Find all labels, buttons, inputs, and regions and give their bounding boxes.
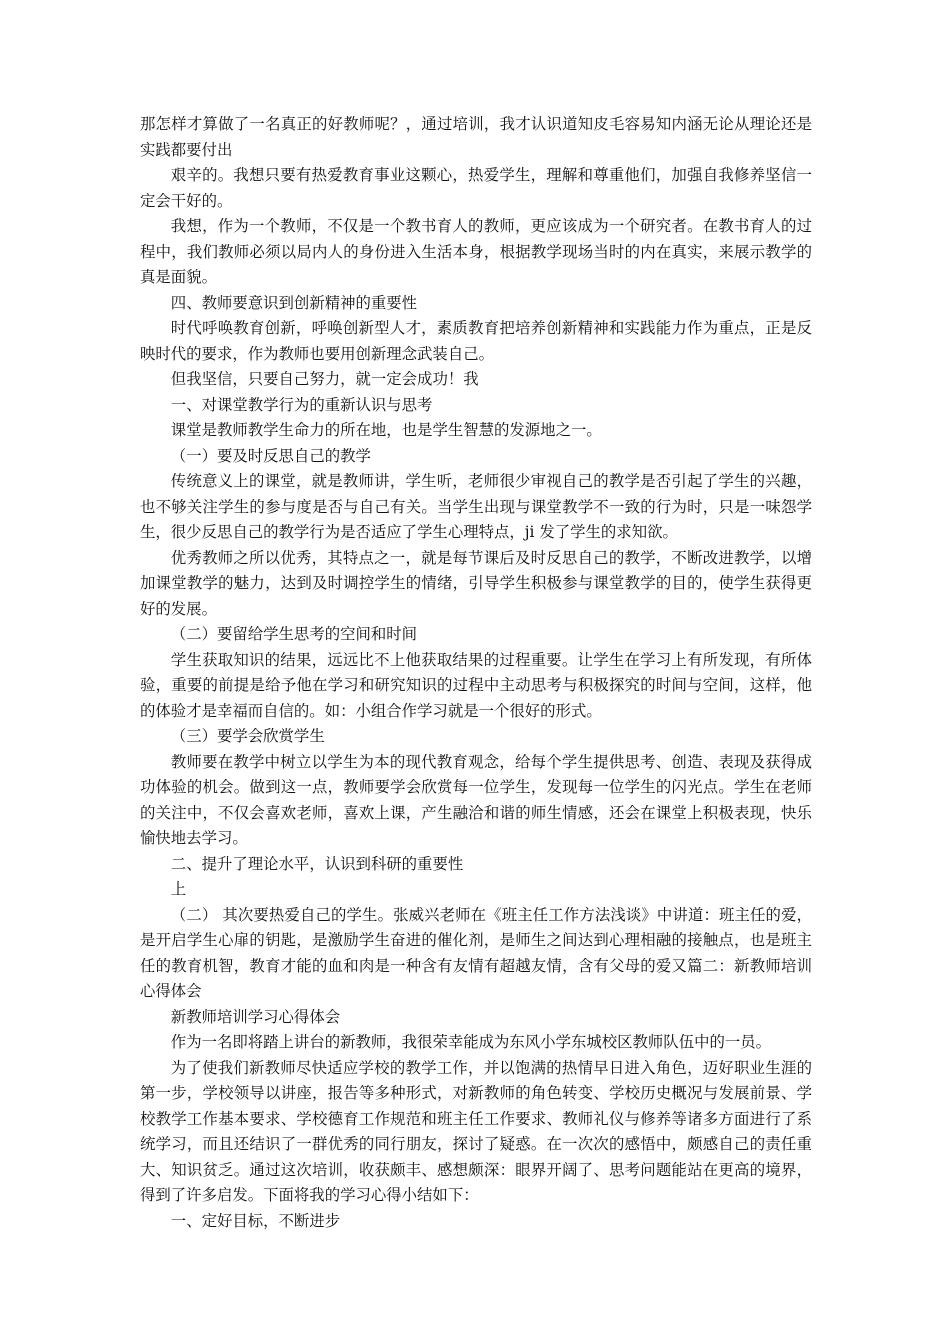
paragraph: 传统意义上的课堂，就是教师讲，学生听，老师很少审视自己的教学是否引起了学生的兴趣，也不够关注学生的参与度是否与自己有关。当学生出现与课堂教学不一致的行为时，只是一味怨学生，很少反思自己的教学行为是否适应了学生心理特点，ji 发了学生的求知欲。: [140, 472, 812, 541]
paragraph: 那怎样才算做了一名真正的好教师呢？，通过培训，我才认识道知皮毛容易知内涵无论从理论还是实践都要付出: [140, 115, 812, 159]
paragraph: （二） 其次要热爱自己的学生。张威兴老师在《班主任工作方法浅谈》中讲道：班主任的爱，是开启学生心扉的钥匙，是激励学生奋进的催化剂，是师生之间达到心理相融的接触点，也是班主任的教育机智，教育才能的血和肉是一种含有友情有超越友情，含有父母的爱又篇二：新教师培训心得体会: [140, 905, 812, 1000]
section-heading: 一、对课堂教学行为的重新认识与思考: [170, 395, 433, 414]
paragraph: 优秀教师之所以优秀，其特点之一，就是每节课后及时反思自己的教学，不断改进教学，以增加课堂教学的魅力，达到及时调控学生的情绪，引导学生积极参与课堂教学的目的，使学生获得更好的发展。: [140, 548, 812, 618]
paragraph: 时代呼唤教育创新，呼唤创新型人才，素质教育把培养创新精神和实践能力作为重点，正是反映时代的要求，作为教师也要用创新理念武装自己。: [140, 319, 812, 363]
subsection-heading: （二）要留给学生思考的空间和时间: [170, 625, 418, 643]
paragraph: 我想，作为一个教师，不仅是一个教书育人的教师，更应该成为一个研究者。在教书育人的过程中，我们教师必须以局内人的身份进入生活本身，根据教学现场当时的内在真实，来展示教学的真是面貌。: [140, 217, 812, 286]
subsection-heading: （一）要及时反思自己的教学: [170, 446, 371, 465]
paragraph: 教师要在教学中树立以学生为本的现代教育观念，给每个学生提供思考、创造、表现及获得成功体验的机会。做到这一点，教师要学会欣赏每一位学生，发现每一位学生的闪光点。学生在老师的关注中，不仅会喜欢老师，喜欢上课，产生融洽和谐的师生情感，还会在课堂上积极表现，快乐愉快地去学习。: [140, 752, 812, 847]
section-heading: 二、提升了理论水平，认识到科研的重要性: [170, 854, 464, 873]
paragraph: 但我坚信，只要自己努力，就一定会成功！我: [170, 370, 479, 388]
subsection-heading: （三）要学会欣赏学生: [170, 727, 325, 745]
paragraph: 作为一名即将踏上讲台的新教师，我很荣幸能成为东风小学东城校区教师队伍中的一员。: [170, 1033, 772, 1051]
paragraph: 课堂是教师教学生命力的所在地，也是学生智慧的发源地之一。: [170, 421, 602, 439]
paragraph: 为了使我们新教师尽快适应学校的教学工作，并以饱满的热情早日进入角色，迈好职业生涯的第一步，学校领导以讲座，报告等多种形式，对新教师的角色转变、学校历史概况与发展前景、学校教学工作基本要求、学校德育工作规范和班主任工作要求、教师礼仪与修养等诸多方面进行了系统学习，而且还结识了一群优秀的同行朋友，探讨了疑惑。在一次次的感悟中，颇感自己的责任重大、知识贫乏。通过这次培训，收获颇丰、感想颇深：眼界开阔了、思考问题能站在更高的境界，得到了许多启发。下面将我的学习心得小结如下：: [140, 1058, 812, 1204]
paragraph: 艰辛的。我想只要有热爱教育事业这颗心，热爱学生，理解和尊重他们，加强自我修养坚信一定会干好的。: [140, 166, 812, 210]
paragraph: 学生获取知识的结果，远远比不上他获取结果的过程重要。让学生在学习上有所发现，有所体验，重要的前提是给予他在学习和研究知识的过程中主动思考与积极探究的时间与空间，这样，他的体验才是幸福而自信的。如：小组合作学习就是一个很好的形式。: [140, 650, 812, 720]
paragraph: 上: [170, 880, 187, 898]
document-body: [140, 112, 812, 1234]
section-heading: 四、教师要意识到创新精神的重要性: [170, 293, 418, 312]
article-title: 新教师培训学习心得体会: [170, 1007, 341, 1026]
section-heading: 一、定好目标，不断进步: [170, 1211, 341, 1230]
